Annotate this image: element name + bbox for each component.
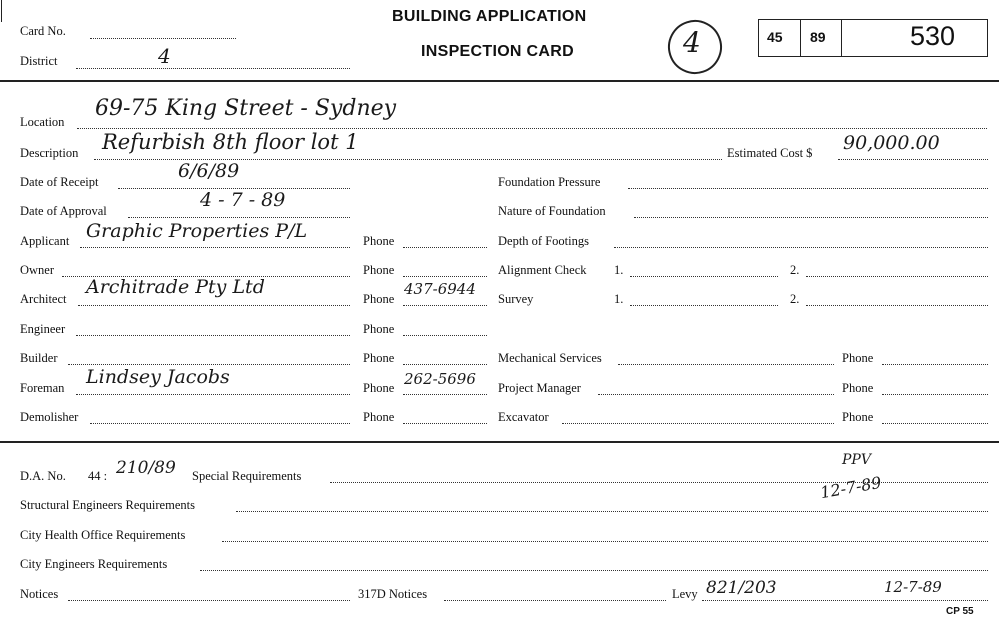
location-value: 69-75 King Street - Sydney xyxy=(95,96,397,121)
estimated-cost-label: Estimated Cost $ xyxy=(727,146,813,160)
form-code: CP 55 xyxy=(946,606,974,617)
levy-field[interactable] xyxy=(702,600,988,601)
project-manager-phone-field[interactable] xyxy=(882,394,988,395)
district-field[interactable] xyxy=(76,68,350,69)
special-req-field[interactable] xyxy=(330,482,988,483)
card-no-label: Card No. xyxy=(20,24,66,38)
architect-phone-value: 437-6944 xyxy=(404,280,476,298)
approval-field[interactable] xyxy=(128,217,350,218)
district-label: District xyxy=(20,54,58,68)
levy-label: Levy xyxy=(672,587,698,601)
description-label: Description xyxy=(20,146,79,160)
file-number-c: 530 xyxy=(910,21,956,51)
district-value: 4 xyxy=(158,44,171,68)
title-line1: BUILDING APPLICATION xyxy=(392,8,587,25)
survey-field-1[interactable] xyxy=(630,305,778,306)
notices-317d-label: 317D Notices xyxy=(358,587,428,601)
estimated-cost-value: 90,000.00 xyxy=(843,132,940,154)
applicant-phone-label: Phone xyxy=(363,234,395,248)
project-manager-label: Project Manager xyxy=(498,381,581,395)
location-label: Location xyxy=(20,115,65,129)
survey-label: Survey xyxy=(498,292,534,306)
notices-label: Notices xyxy=(20,587,59,601)
applicant-value: Graphic Properties P/L xyxy=(86,220,308,242)
survey-num-2: 2. xyxy=(790,292,800,306)
excavator-field[interactable] xyxy=(562,423,834,424)
survey-field-2[interactable] xyxy=(806,305,988,306)
foreman-value: Lindsey Jacobs xyxy=(86,366,230,388)
mechanical-phone-label: Phone xyxy=(842,351,874,365)
mechanical-label: Mechanical Services xyxy=(498,351,602,365)
architect-value: Architrade Pty Ltd xyxy=(86,276,265,298)
architect-field[interactable] xyxy=(78,305,350,306)
builder-phone-field[interactable] xyxy=(403,364,487,365)
circled-number: 4 xyxy=(683,26,701,59)
approval-label: Date of Approval xyxy=(20,204,107,218)
engineer-phone-field[interactable] xyxy=(403,335,487,336)
nature-foundation-field[interactable] xyxy=(634,217,988,218)
notices-317d-field[interactable] xyxy=(444,600,666,601)
estimated-cost-field[interactable] xyxy=(838,159,988,160)
alignment-check-label: Alignment Check xyxy=(498,263,587,277)
engineer-phone-label: Phone xyxy=(363,322,395,336)
special-req-note: PPV xyxy=(842,452,871,468)
special-req-date: 12-7-89 xyxy=(818,472,883,503)
owner-phone-label: Phone xyxy=(363,263,395,277)
project-manager-field[interactable] xyxy=(598,394,834,395)
architect-phone-field[interactable] xyxy=(403,305,487,306)
structural-field[interactable] xyxy=(236,511,988,512)
da-no-label: D.A. No. xyxy=(20,469,66,483)
file-number-b: 89 xyxy=(810,29,826,45)
description-value: Refurbish 8th floor lot 1 xyxy=(102,130,359,154)
alignment-field-2[interactable] xyxy=(806,276,988,277)
box-divider-2 xyxy=(841,19,842,57)
levy-value: 821/203 xyxy=(706,578,777,598)
title-line2: INSPECTION CARD xyxy=(421,43,574,60)
city-engineers-label: City Engineers Requirements xyxy=(20,557,168,571)
engineer-label: Engineer xyxy=(20,322,66,336)
demolisher-phone-field[interactable] xyxy=(403,423,487,424)
city-engineers-field[interactable] xyxy=(200,570,988,571)
notices-field[interactable] xyxy=(68,600,350,601)
receipt-value: 6/6/89 xyxy=(178,160,240,182)
header-divider xyxy=(0,80,999,82)
project-manager-phone-label: Phone xyxy=(842,381,874,395)
special-req-label: Special Requirements xyxy=(192,469,302,483)
foreman-phone-label: Phone xyxy=(363,381,395,395)
da-no-prefix: 44 : xyxy=(88,469,108,483)
excavator-phone-field[interactable] xyxy=(882,423,988,424)
builder-phone-label: Phone xyxy=(363,351,395,365)
demolisher-label: Demolisher xyxy=(20,410,79,424)
location-field[interactable] xyxy=(77,128,987,129)
applicant-label: Applicant xyxy=(20,234,70,248)
foreman-phone-field[interactable] xyxy=(403,394,487,395)
alignment-num-2: 2. xyxy=(790,263,800,277)
card-no-field[interactable] xyxy=(90,38,236,39)
box-divider-1 xyxy=(800,19,801,57)
depth-footings-label: Depth of Footings xyxy=(498,234,589,248)
builder-field[interactable] xyxy=(68,364,350,365)
excavator-phone-label: Phone xyxy=(842,410,874,424)
alignment-num-1: 1. xyxy=(614,263,624,277)
excavator-label: Excavator xyxy=(498,410,549,424)
levy-date: 12-7-89 xyxy=(884,578,942,596)
applicant-field[interactable] xyxy=(80,247,350,248)
health-label: City Health Office Requirements xyxy=(20,528,186,542)
receipt-label: Date of Receipt xyxy=(20,175,99,189)
section-divider xyxy=(0,441,999,443)
foundation-pressure-label: Foundation Pressure xyxy=(498,175,601,189)
foreman-phone-value: 262-5696 xyxy=(404,370,476,388)
structural-label: Structural Engineers Requirements xyxy=(20,498,195,512)
mechanical-phone-field[interactable] xyxy=(882,364,988,365)
owner-phone-field[interactable] xyxy=(403,276,487,277)
demolisher-phone-label: Phone xyxy=(363,410,395,424)
survey-num-1: 1. xyxy=(614,292,624,306)
foreman-label: Foreman xyxy=(20,381,65,395)
foreman-field[interactable] xyxy=(76,394,350,395)
owner-label: Owner xyxy=(20,263,55,277)
engineer-field[interactable] xyxy=(76,335,350,336)
approval-value: 4 - 7 - 89 xyxy=(200,189,286,211)
depth-footings-field[interactable] xyxy=(614,247,988,248)
applicant-phone-field[interactable] xyxy=(403,247,487,248)
architect-phone-label: Phone xyxy=(363,292,395,306)
alignment-field-1[interactable] xyxy=(630,276,778,277)
da-no-value: 210/89 xyxy=(116,458,176,478)
margin-mark xyxy=(1,0,2,22)
file-number-a: 45 xyxy=(767,29,783,45)
health-field[interactable] xyxy=(222,541,988,542)
foundation-pressure-field[interactable] xyxy=(628,188,988,189)
mechanical-field[interactable] xyxy=(618,364,834,365)
nature-foundation-label: Nature of Foundation xyxy=(498,204,606,218)
builder-label: Builder xyxy=(20,351,58,365)
architect-label: Architect xyxy=(20,292,67,306)
demolisher-field[interactable] xyxy=(90,423,350,424)
